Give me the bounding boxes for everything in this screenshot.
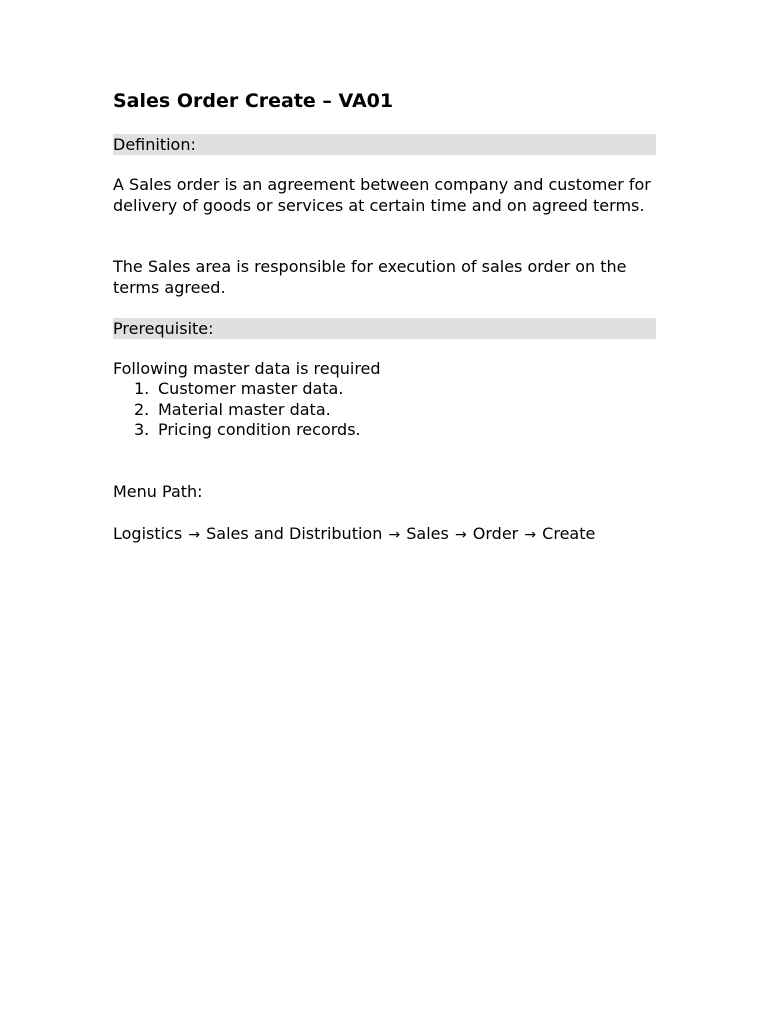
arrow-right-icon: → — [524, 527, 537, 543]
list-item-number: 1. — [134, 379, 150, 398]
prerequisite-intro: Following master data is required — [113, 359, 381, 378]
arrow-right-icon: → — [188, 527, 201, 543]
definition-heading: Definition: — [113, 134, 656, 155]
arrow-right-icon: → — [388, 527, 401, 543]
document-title: Sales Order Create – VA01 — [113, 90, 394, 112]
prerequisite-heading: Prerequisite: — [113, 318, 656, 339]
arrow-right-icon: → — [454, 527, 467, 543]
list-item-text: Pricing condition records. — [158, 420, 361, 439]
menu-path-step-sales: Sales — [406, 524, 449, 543]
list-item — [113, 400, 361, 421]
list-item-number: 2. — [134, 399, 150, 419]
prerequisite-list — [113, 379, 361, 441]
menu-path-step-create: Create — [542, 524, 596, 543]
menu-path-step-order: Order — [472, 524, 519, 543]
definition-paragraph-2: The Sales area is responsible for execution of sales order on the terms agreed. — [113, 257, 627, 297]
list-item — [113, 379, 361, 400]
list-item-number: 3. — [134, 420, 150, 439]
list-item-text: Customer master data. — [158, 379, 344, 398]
menu-path-step-sales-and-distribution: Sales and Distribution — [206, 524, 383, 543]
menu-path-label: Menu Path: — [113, 482, 203, 501]
menu-path-step-logistics: Logistics — [113, 524, 183, 543]
list-item-text: Material master data. — [158, 399, 331, 419]
definition-paragraph-1: A Sales order is an agreement between company and customer for delivery of goods or services at certain time and on agreed terms. — [113, 175, 651, 215]
menu-path — [113, 523, 595, 546]
list-item — [113, 420, 361, 441]
